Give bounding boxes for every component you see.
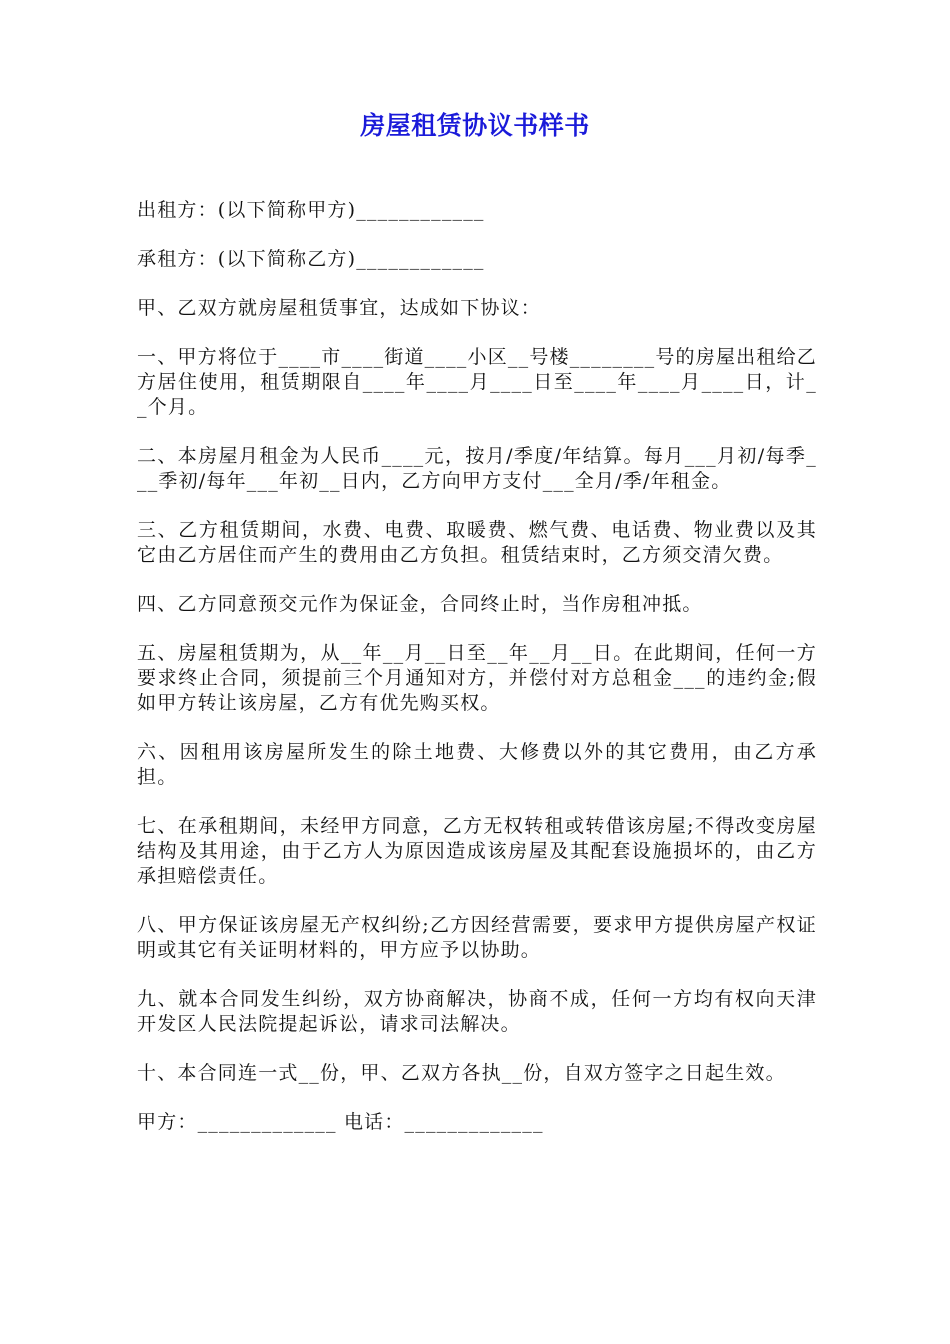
signature-line: 甲方：_____________ 电话：_____________ [137,1111,544,1133]
clause-7: 七、在承租期间，未经甲方同意，乙方无权转租或转借该房屋;不得改变房屋结构及其用途，由于乙方人为原因造成该房屋及其配套设施损坏的，由乙方承担赔偿责任。 [137,815,817,887]
clause-4: 四、乙方同意预交元作为保证金，合同终止时，当作房租冲抵。 [137,593,703,615]
clause-9: 九、就本合同发生纠纷，双方协商解决，协商不成，任何一方均有权向天津开发区人民法院提起诉讼，请求司法解决。 [137,988,817,1035]
clause-8: 八、甲方保证该房屋无产权纠纷;乙方因经营需要，要求甲方提供房屋产权证明或其它有关证明材料的，甲方应予以协助。 [137,914,817,961]
clause-10: 十、本合同连一式__份，甲、乙双方各执__份，自双方签字之日起生效。 [137,1062,786,1084]
lessor-line: 出租方：(以下简称甲方)____________ [137,199,485,221]
agreement-intro: 甲、乙双方就房屋租赁事宜，达成如下协议： [137,297,542,319]
clause-5: 五、房屋租赁期为，从__年__月__日至__年__月__日。在此期间，任何一方要求终止合同，须提前三个月通知对方，并偿付对方总租金___的违约金;假如甲方转让该房屋，乙方有优先购买权。 [137,642,817,714]
lessee-line: 承租方：(以下简称乙方)____________ [137,248,485,270]
document-title: 房屋租赁协议书样书 [360,111,590,140]
clause-3: 三、乙方租赁期间，水费、电费、取暖费、燃气费、电话费、物业费以及其它由乙方居住而产生的费用由乙方负担。租赁结束时，乙方须交清欠费。 [137,519,817,566]
document-body [137,198,817,1159]
clause-6: 六、因租用该房屋所发生的除土地费、大修费以外的其它费用，由乙方承担。 [137,741,817,788]
clause-2: 二、本房屋月租金为人民币____元，按月/季度/年结算。每月___月初/每季___季初/每年___年初__日内，乙方向甲方支付___全月/季/年租金。 [137,445,817,492]
clause-1: 一、甲方将位于____市____街道____小区__号楼________号的房屋出租给乙方居住使用，租赁期限自____年____月____日至____年____月____日，计__个月。 [137,346,817,418]
